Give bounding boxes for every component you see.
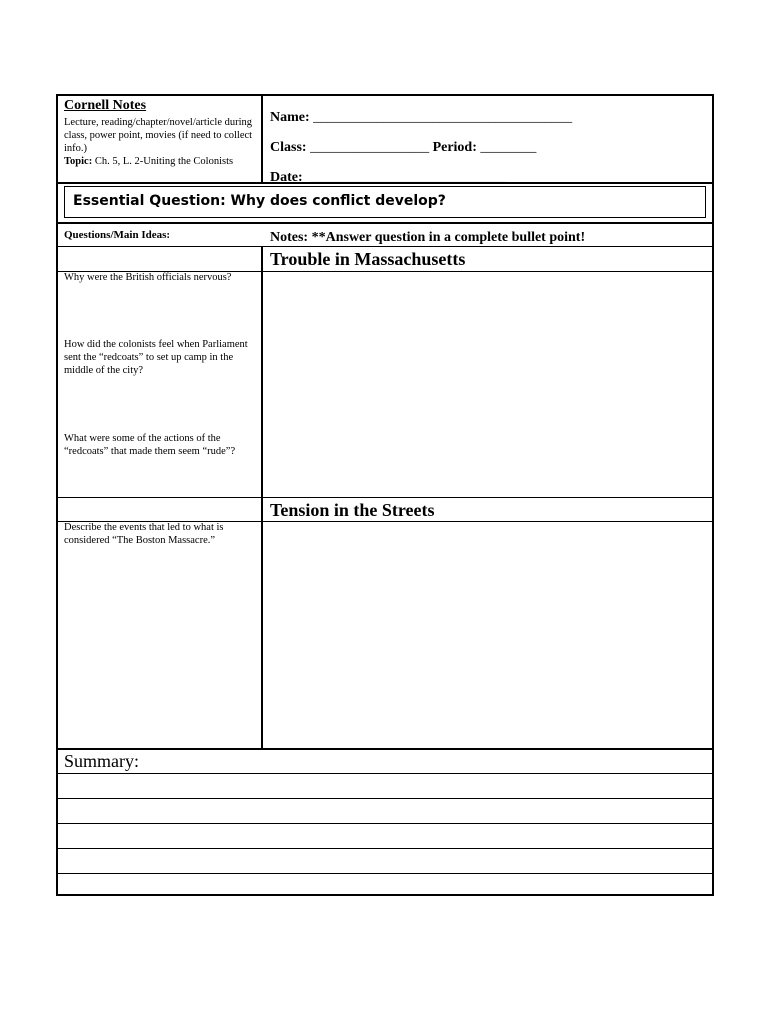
question-3: What were some of the actions of the “redcoats” that made them seem “rude”? <box>64 433 236 457</box>
section-heading-trouble: Trouble in Massachusetts <box>270 249 466 269</box>
questions-header: Questions/Main Ideas: <box>64 229 171 241</box>
name-blank[interactable]: _____________________________________ <box>313 110 573 125</box>
column-header-bottom-rule <box>58 246 712 247</box>
form-description: Lecture, reading/chapter/novel/article during class, power point, movies (if need to collect info.) <box>64 117 253 154</box>
summary-top-rule <box>58 748 712 750</box>
column-divider <box>261 246 263 748</box>
notes-area-1[interactable] <box>264 272 714 495</box>
class-period-field[interactable] <box>270 140 536 156</box>
period-label: Period: <box>432 140 477 155</box>
section2-top-rule <box>58 497 712 498</box>
topic-label: Topic: <box>64 156 93 167</box>
summary-line-3[interactable] <box>58 823 712 824</box>
section-heading-tension: Tension in the Streets <box>270 500 435 520</box>
class-label: Class: <box>270 140 307 155</box>
topic-value: Ch. 5, L. 2-Uniting the Colonists <box>94 156 234 167</box>
period-blank[interactable]: ________ <box>480 140 537 155</box>
question-2: How did the colonists feel when Parliament sent the “redcoats” to set up camp in the middle of the city? <box>64 339 248 376</box>
summary-line-1[interactable] <box>58 773 712 774</box>
question-4: Describe the events that led to what is considered “The Boston Massacre.” <box>64 522 224 546</box>
summary-line-4[interactable] <box>58 848 712 849</box>
question-1: Why were the British officials nervous? <box>64 272 232 283</box>
cornell-notes-form <box>56 94 714 896</box>
topic-line <box>64 155 264 168</box>
name-label: Name: <box>270 110 310 125</box>
notes-header: Notes: **Answer question in a complete bullet point! <box>270 230 586 245</box>
essential-question-box <box>64 186 706 218</box>
class-blank[interactable]: _________________ <box>310 140 430 155</box>
notes-area-2[interactable] <box>264 522 714 746</box>
form-title: Cornell Notes <box>64 98 147 113</box>
date-label: Date: <box>270 170 303 185</box>
header-bottom-rule <box>58 182 712 184</box>
summary-label: Summary: <box>64 751 139 771</box>
summary-line-2[interactable] <box>58 798 712 799</box>
essential-question: Essential Question: Why does conflict develop? <box>73 193 446 209</box>
summary-line-5[interactable] <box>58 873 712 874</box>
header-divider <box>261 96 263 184</box>
name-field[interactable] <box>270 110 572 126</box>
column-header-top-rule <box>58 222 712 224</box>
date-blank[interactable]: ____________________________ <box>310 170 507 185</box>
